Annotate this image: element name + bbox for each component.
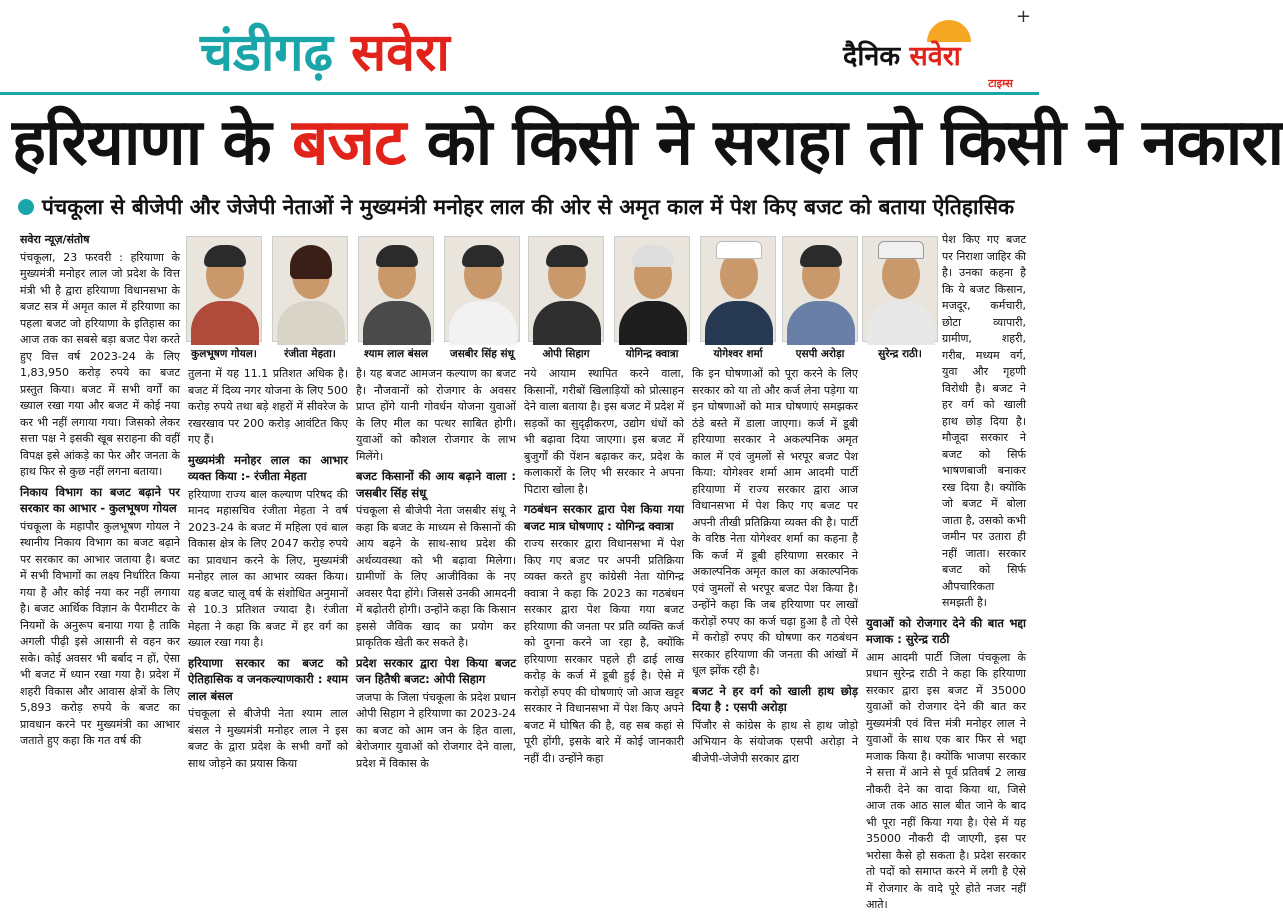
subheadline [18, 190, 1028, 224]
subheading: निकाय विभाग का बजट बढ़ाने पर सरकार का आभार - कुलभूषण गोयल [20, 484, 180, 515]
section-logo-part2: सवेरा [350, 23, 450, 83]
subheading: बजट ने हर वर्ग को खाली हाथ छोड़ दिया है : एसपी अरोड़ा [692, 683, 858, 714]
paragraph: जजपा के जिला पंचकूला के प्रदेश प्रधान ओपी सिहाग ने हरियाणा का 2023-24 का बजट को आम जन के हित वाला, बेरोजगार युवाओं को रोजगार देने वाला, प्रदेश में विकास के [356, 690, 516, 770]
article-column-4 [524, 366, 684, 818]
subheading: युवाओं को रोजगार देने की बात भद्दा मजाक : सुरेन्द्र राठी [866, 615, 1026, 646]
section-logo [200, 18, 620, 88]
headline-part2: बजट [292, 106, 406, 180]
photo-caption: एसपी अरोड़ा [795, 348, 845, 360]
paragraph: पेश किए गए बजट पर निराशा जाहिर की है। उनका कहना है कि ये बजट किसान, मजदूर, कर्मचारी, छोटा व्यापारी, ग्रामीण, शहरी, गरीब, मध्यम वर्ग, युवा और गृहणी विरोधी है। बजट ने हर वर्ग को खाली हाथ छोड़ दिया है। मौजूदा सरकार ने बजट को सिर्फ भाषणबाजी बनाकर रख दिया है। क्योंकि जो बजट में बोला जाता है, उसको कभी जमीन पर उतारा ही नहीं जाता। सरकार बजट को सिर्फ औपचारिकता समझती है। [942, 233, 1026, 609]
paragraph: नये आयाम स्थापित करने वाला, किसानों, गरीबों खिलाड़ियों को प्रोत्साहन देने वाला बताया है। इस बजट में प्रदेश में सड़कों का सुदृढ़ीकरण, उद्योग धंधों को भी बढ़ावा दिया जाएगा। इस बजट में बुजुर्गों की पेंशन बढ़ाकर कर, प्रदेश के कलाकारों के लिए भी सरकार ने अपना पिटारा खोला है। [524, 367, 684, 496]
portrait-image [782, 236, 858, 342]
portrait-image [272, 236, 348, 342]
section-logo-part1: चंडीगढ़ [200, 23, 333, 83]
masthead-part2: सवेरा [909, 41, 961, 72]
paragraph: पंचकूला के महापौर कुलभूषण गोयल ने स्थानीय निकाय विभाग का बजट बढ़ाने पर सरकार का आभार जताया है। बजट में सभी विभागों का लक्ष्य निर्धारित किया गया है और कोई नया कर नहीं लगाया है। बजट आर्थिक विज्ञान के पैरामीटर के नियमों के अनुरूप बनाया गया है ताकि अगली पीढ़ी इसे आसानी से वहन कर सके। कोई अवसर भी बर्बाद न हों, ऐसा भी बजट में ध्यान रखा गया है। प्रदेश में शहरी विकास और आवास क्षेत्रों के लिए 5,893 करोड़ रुपये के बजट का प्रावधान करने पर मुख्यमंत्री का आभार जताते हुए कहा कि गत वर्ष की [20, 519, 180, 747]
paragraph: कि इन घोषणाओं को पूरा करने के लिए सरकार को या तो और कर्ज लेना पड़ेगा या इन घोषणाओं को मात्र घोषणाएं समझकर ठंडे बस्ते में डाला जाएगा। कर्ज में डूबी हरियाणा सरकार ने अकल्पनिक अमृत काल में एवं जुमलों से भरपूर बजट पेश किया: योगेश्वर शर्मा आम आदमी पार्टी हरियाणा में राज्य सरकार द्वारा आज विधानसभा में पेश किए गए बजट पर अपनी तीखी प्रतिक्रिया व्यक्त की है। पार्टी के वरिष्ठ नेता योगेश्वर शर्मा का कहना है कि कर्ज में डूबी हरियाणा सरकार ने अकाल्पनिक अमृत काल का अकाल्पनिक एवं जुमलों से भरपूर बजट पेश किया है। उन्होंने कहा कि जब हरियाणा पर लाखों करोड़ों रुपए का कर्ज चढ़ा हुआ है तो ऐसे में करोड़ों रुपए की घोषणा कर गठबंधन सरकार हरियाणा की जनता की आंखों में धूल झोंक रही है। [692, 367, 858, 677]
article-column-2 [188, 366, 348, 818]
bullet-icon [18, 199, 34, 215]
photo-caption: ओपी सिहाग [542, 348, 590, 360]
headline-part3: को किसी ने सराहा तो किसी ने नकारा [405, 106, 1283, 180]
portrait-image [700, 236, 776, 342]
photo-card [614, 236, 690, 364]
photo-card [272, 236, 348, 364]
headline-part1: हरियाणा के [12, 106, 292, 180]
masthead-sub: टाइम्स [988, 77, 1013, 90]
subheading: हरियाणा सरकार का बजट को ऐतिहासिक व जनकल्याणकारी : श्याम लाल बंसल [188, 655, 348, 703]
paragraph: हरियाणा राज्य बाल कल्याण परिषद की मानद महासचिव रंजीता मेहता ने वर्ष 2023-24 के बजट में महिला एवं बाल विकास क्षेत्र के लिए 2047 करोड़ रुपये का प्रावधान करने के लिए, मुख्यमंत्री मनोहर लाल का आभार व्यक्त किया। यह बजट चालू वर्ष के संशोधित अनुमानों से 10.3 प्रतिशत ज्यादा है। रंजीता मेहता ने कहा कि बजट में हर वर्ग का ख्याल रखा गया है। [188, 487, 348, 649]
subheading: मुख्यमंत्री मनोहर लाल का आभार व्यक्त किया :- रंजीता मेहता [188, 452, 348, 483]
paragraph: राज्य सरकार द्वारा विधानसभा में पेश किए गए बजट पर अपनी प्रतिक्रिया व्यक्त करते हुए कांग्रेसी नेता योगिन्द्र क्वात्रा ने कहा कि 2023 का गठबंधन सरकार द्वारा पेश किया गया बजट हरियाणा की जनता पर प्रति व्यक्ति कर्ज को दुगना करने जा रहा है, क्योंकि हरियाणा सरकार पहले ही ढाई लाख करोड़ के कर्ज में डूबी हुई है। ऐसे में करोड़ों रुपए की घोषणाएं जो आज खट्टर सरकार ने विधानसभा में पेश किए अपने बजट में घोषित की है, वह सब कहां से पूरी होंगी, इसके बारे में कोई जानकारी नहीं दी। उन्होंने कहा [524, 537, 684, 765]
photo-caption: योगेश्वर शर्मा [713, 348, 763, 360]
subheadline-text: पंचकूला से बीजेपी और जेजेपी नेताओं ने मुख्यमंत्री मनोहर लाल की ओर से अमृत काल में पेश किए बजट को बताया ऐतिहासिक [42, 195, 1015, 219]
sun-icon [927, 20, 971, 42]
photo-caption: जसबीर सिंह संधू [449, 348, 515, 360]
header-divider [0, 92, 1039, 95]
photo-card [358, 236, 434, 364]
article-column-1 [20, 232, 180, 818]
photo-card [782, 236, 858, 364]
headline [12, 100, 1283, 186]
subheading: प्रदेश सरकार द्वारा पेश किया बजट जन हितैषी बजट: ओपी सिहाग [356, 655, 516, 686]
paragraph: पिंजौर से कांग्रेस के हाथ से हाथ जोड़ो अभियान के संयोजक एसपी अरोड़ा ने बीजेपी-जेजेपी सरकार द्वारा [692, 718, 858, 765]
photo-card [186, 236, 262, 364]
photo-row [186, 236, 938, 364]
photo-card [444, 236, 520, 364]
article-column-6 [866, 232, 1026, 911]
newspaper-masthead [843, 20, 1013, 90]
paragraph: पंचकूला, 23 फरवरी : हरियाणा के मुख्यमंत्री मनोहर लाल जो प्रदेश के वित्त मंत्री भी है द्वारा हरियाणा विधानसभा के बजट सत्र में अमृत काल में हरियाणा का पहला बजट जो हरियाणा के इतिहास का आज तक का सबसे बड़ा बजट पेश करते हुए वित्त वर्ष 2023-24 के लिए 1,83,950 करोड़ रुपये का बजट प्रस्तुत किया। बजट में सभी वर्गों का ख्याल रखा गया और बजट में कोई नया कर भी नहीं लगाया गया। जिसको लेकर सत्ता पक्ष ने इसकी खूब सराहना की वहीं विपक्ष इसे आंकड़े का फेर और जनता के हाथ फिर से कुछ नहीं लगना बताया। [20, 250, 180, 478]
portrait-image [528, 236, 604, 342]
article-column-5 [692, 366, 858, 818]
portrait-image [444, 236, 520, 342]
article-column-3 [356, 366, 516, 818]
photo-caption: रंजीता मेहता। [284, 348, 336, 360]
photo-card [528, 236, 604, 364]
plus-icon: + [1015, 6, 1031, 27]
photo-caption: सुरेन्द्र राठी। [878, 348, 922, 360]
photo-card [700, 236, 776, 364]
paragraph: पंचकूला से बीजेपी नेता श्याम लाल बंसल ने मुख्यमंत्री मनोहर लाल ने इस बजट के द्वारा प्रदेश के सभी वर्गों को साथ जोड़ने का प्रयास किया [188, 707, 348, 770]
paragraph: है। यह बजट आमजन कल्याण का बजट है। नौजवानों को रोजगार के अवसर प्राप्त होंगे यानी गोवर्धन योजना युवाओं के लिए मील का पत्थर साबित होगी। युवाओं को कौशल रोजगार के लाभ मिलेंगे। [356, 367, 516, 463]
byline: सवेरा न्यूज़/संतोष [20, 233, 90, 246]
paragraph: आम आदमी पार्टी जिला पंचकूला के प्रधान सुरेन्द्र राठी ने कहा कि हरियाणा सरकार द्वारा इस बजट में 35000 युवाओं को रोजगार देने की बात कर मुख्यमंत्री एवं वित्त मंत्री मनोहर लाल ने युवाओं के साथ एक बार फिर से भद्दा मजाक किया है। क्योंकि भाजपा सरकार ने सत्ता में आने से पूर्व प्रतिवर्ष 2 लाख नौकरी देने का वादा किया था, जिसे आज तक आठ साल बीत जाने के बाद भी पूरा नहीं किया गया है। ऐसे में यह 35000 नौकरी दी जाएगी, इस पर भरोसा कैसे हो सकता है। प्रदेश सरकार तो पदों को समाप्त करने में लगी है ऐसे में रोजगार के वादे पूरे होते नजर नहीं आते। [866, 650, 1026, 911]
masthead-part1: दैनिक [843, 41, 901, 72]
photo-caption: श्याम लाल बंसल [363, 348, 429, 360]
subheading: गठबंधन सरकार द्वारा पेश किया गया बजट मात्र घोषणाए : योगिन्द्र क्वात्रा [524, 502, 684, 533]
paragraph: तुलना में यह 11.1 प्रतिशत अधिक है। बजट में दिव्य नगर योजना के लिए 500 करोड़ रुपये तथा बड़े शहरों में सीवरेज के रखरखाव पर 200 करोड़ आवंटित किए गए हैं। [188, 367, 348, 446]
portrait-image [614, 236, 690, 342]
photo-caption: कुलभूषण गोयल। [191, 348, 257, 360]
portrait-image [186, 236, 262, 342]
paragraph: पंचकूला से बीजेपी नेता जसबीर संधू ने कहा कि बजट के माध्यम से किसानों की आय बढ़ने के साथ-साथ प्रदेश की अर्थव्यवस्था को भी बढ़ावा मिलेगा। ग्रामीणों के लिए आजीविका के नए अवसर पैदा होंगे। जिससे उनकी आमदनी में बढ़ोतरी होगी। उन्होंने कहा कि किसान इससे जैविक खाद का प्रयोग कर प्राकृतिक खेती कर सकते है। [356, 504, 516, 649]
portrait-image [358, 236, 434, 342]
subheading: बजट किसानों की आय बढ़ाने वाला : जसबीर सिंह संधू [356, 469, 516, 500]
photo-caption: योगिन्द्र क्वात्रा [625, 348, 679, 360]
